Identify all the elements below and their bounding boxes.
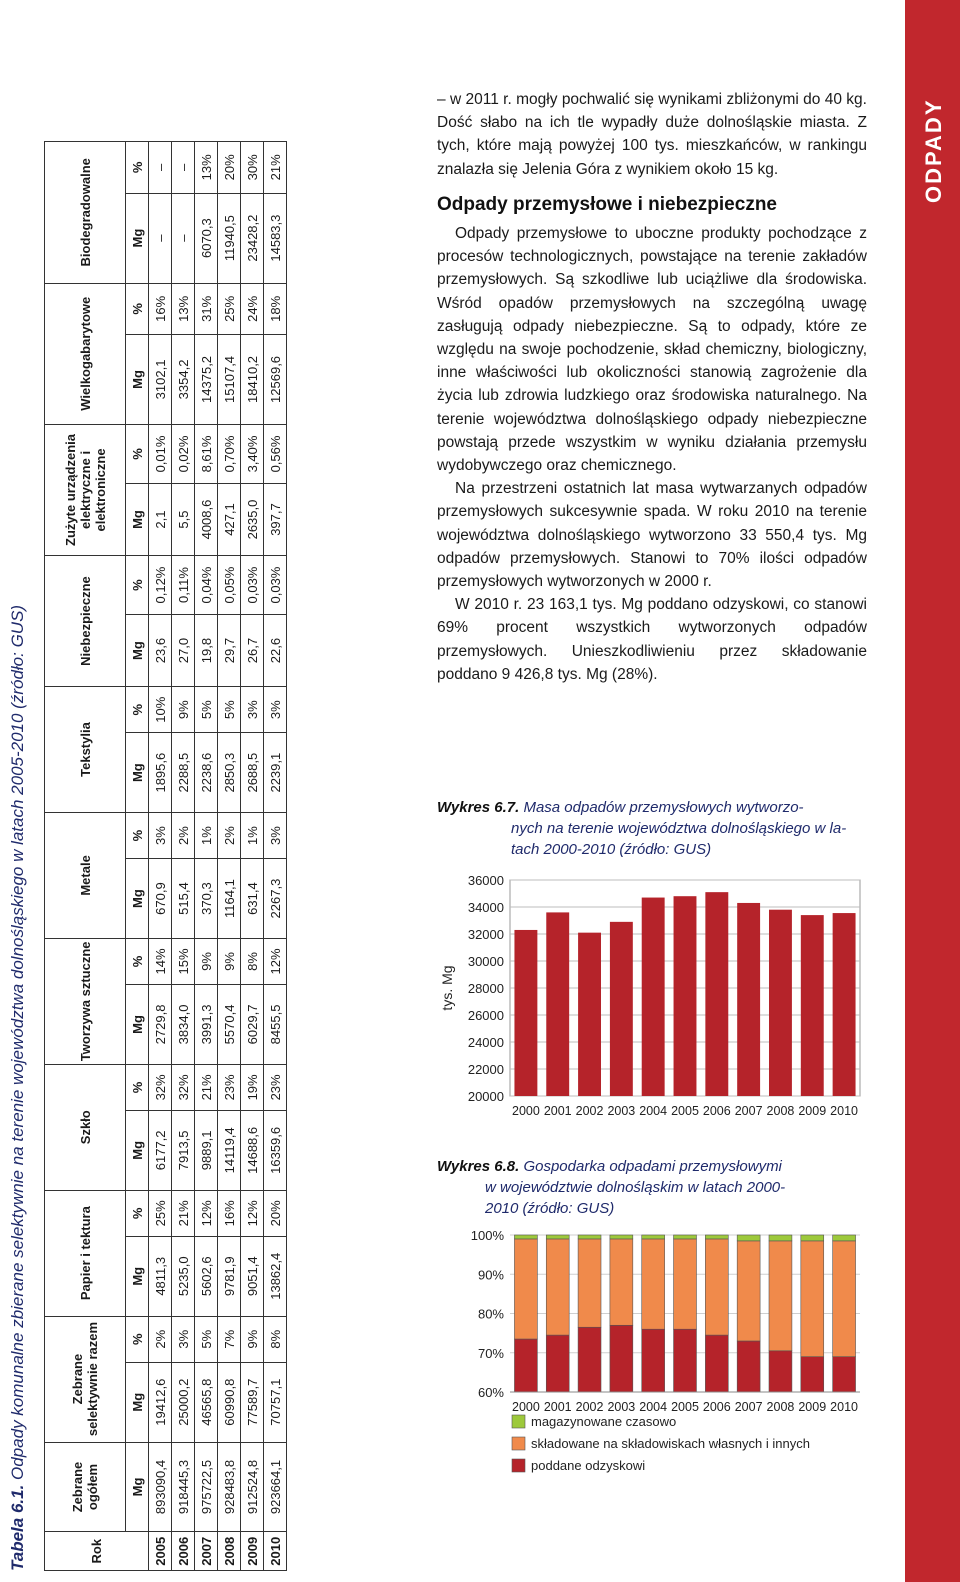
bar-2000-składowane [514,1239,537,1339]
figure-8-caption [437,1156,857,1219]
table-cell: 2,1 [149,484,172,556]
table-cell: 32% [172,1064,195,1110]
x-tick-label: 2000 [512,1104,540,1118]
table-cell: – [149,193,172,283]
paragraph-3: Na przestrzeni ostatnich lat masa wytwarzanych odpadów przemysłowych sukcesywnie spada. W roku 2010 na terenie województwa dolnośląskiego wytworzono 33 550,4 tys. Mg odpadów przemysłowych. Stanowi to 70% ilości odpadów przemysłowych wytworzonych w 2000 r. [437,480,867,591]
table-cell: – [172,142,195,194]
row-year: 2006 [172,1532,195,1571]
table-cell: 0,56% [264,424,287,483]
side-label-text: ODPADY [921,98,946,203]
table-cell: 26,7 [241,615,264,687]
bar-2000-magazynowane [514,1235,537,1239]
header-zebrane-selektywnie: Zebrane selektywnie razem [45,1316,126,1442]
table-cell: 9% [195,938,218,984]
figure-7-label: Wykres 6.7. [437,799,520,816]
table-cell: 16359,6 [264,1111,287,1191]
table-cell: 2688,5 [241,733,264,813]
table-cell: 18410,2 [241,334,264,424]
table-row [218,142,241,1571]
bar-2010-poddane [833,1357,856,1392]
subheader-pct: % [126,1316,149,1362]
x-tick-label: 2001 [543,1104,572,1118]
table-cell: 25000,2 [172,1362,195,1442]
table-cell: 2% [149,1316,172,1362]
table-cell: 13% [195,142,218,194]
subheader-pct: % [126,812,149,858]
subheader-pct: % [126,142,149,194]
table-cell: 2850,3 [218,733,241,813]
table-cell: 5% [218,687,241,733]
table-cell: 2238,6 [195,733,218,813]
table-cell: 8455,5 [264,985,287,1065]
table-cell: 30% [241,142,264,194]
table-cell: 515,4 [172,859,195,939]
x-tick-label: 2009 [798,1400,827,1414]
table-cell: 23,6 [149,615,172,687]
side-band [905,0,960,1582]
table-cell: 3991,3 [195,985,218,1065]
header-rok: Rok [45,1532,149,1571]
x-tick-label: 2009 [798,1104,827,1118]
bar-2009-poddane [801,1357,824,1392]
table-cell: 12569,6 [264,334,287,424]
bar-2000-poddane [514,1339,537,1392]
table-cell: 15107,4 [218,334,241,424]
table-cell: 0,11% [172,556,195,615]
chart-waste-management [430,1225,870,1580]
table-cell: 0,05% [218,556,241,615]
table-cell: 5235,0 [172,1236,195,1316]
bar-2003-składowane [610,1239,633,1325]
legend-swatch [512,1459,525,1472]
figure-8-line-1: Gospodarka odpadami przemysłowymi [519,1158,782,1175]
side-label [917,95,947,205]
table-cell: 15% [172,938,195,984]
bar-2009 [801,915,824,1096]
table-row [195,142,218,1571]
table-cell: 370,3 [195,859,218,939]
y-tick-label: 80% [477,1306,504,1322]
bar-2001-poddane [546,1335,569,1392]
table-cell: 1% [195,812,218,858]
subheader-mg: Mg [126,1442,149,1532]
table-cell: 0,01% [149,424,172,483]
row-year: 2008 [218,1532,241,1571]
bar-2008-magazynowane [769,1235,792,1241]
bar-2001-magazynowane [546,1235,569,1239]
subheader-mg: Mg [126,1111,149,1191]
waste-table [44,141,287,1571]
table-cell: 9% [241,1316,264,1362]
bar-2001-składowane [546,1239,569,1335]
article-text [437,88,867,686]
table-cell: 12% [195,1190,218,1236]
header-szklo: Szkło [45,1064,126,1190]
subheader-pct: % [126,424,149,483]
table-cell: 893090,4 [149,1442,172,1532]
table-cell: 9% [172,687,195,733]
x-tick-label: 2006 [702,1104,731,1118]
table-cell: 12% [241,1190,264,1236]
table-cell: 23% [264,1064,287,1110]
bar-2003-poddane [610,1325,633,1392]
table-cell: 12% [264,938,287,984]
figure-8-line-2: w województwie dolnośląskim w latach 2000- [485,1179,786,1196]
y-tick-label: 26000 [467,1008,504,1023]
header-zebrane-ogolem: Zebrane ogółem [45,1442,126,1532]
table-cell: 27,0 [172,615,195,687]
table-cell: 3834,0 [172,985,195,1065]
table-cell: 19,8 [195,615,218,687]
bar-2008-składowane [769,1241,792,1351]
bar-2010-magazynowane [833,1235,856,1241]
table-cell: 923664,1 [264,1442,287,1532]
table-cell: 21% [172,1190,195,1236]
bar-2008-poddane [769,1351,792,1392]
table-cell: 5,5 [172,484,195,556]
table-cell: 46565,8 [195,1362,218,1442]
y-axis-label: tys. Mg [439,965,455,1011]
bar-2004-składowane [642,1239,665,1329]
bar-2006-składowane [705,1239,728,1335]
table-cell: 19% [241,1064,264,1110]
header-papier: Papier i tektura [45,1190,126,1316]
header-metale: Metale [45,812,126,938]
header-wielkogabarytowe: Wielkogabarytowe [45,283,126,424]
x-tick-label: 2003 [607,1400,636,1414]
subheader-mg: Mg [126,615,149,687]
subheader-mg: Mg [126,334,149,424]
table-cell: 22,6 [264,615,287,687]
table-cell: 2288,5 [172,733,195,813]
x-tick-label: 2004 [639,1104,668,1118]
y-tick-label: 28000 [467,981,504,996]
table-cell: 13862,4 [264,1236,287,1316]
table-cell: – [149,142,172,194]
bar-2007-składowane [737,1241,760,1341]
row-year: 2009 [241,1532,264,1571]
table-cell: 397,7 [264,484,287,556]
table-cell: 0,12% [149,556,172,615]
table-cell: 928483,8 [218,1442,241,1532]
table-caption-text: Odpady komunalne zbierane selektywnie na terenie województwa dolnośląskiego w latach 2005-2010 (źródło: GUS) [8,604,27,1485]
y-tick-label: 30000 [467,954,504,969]
subheader-mg: Mg [126,859,149,939]
table-rotated-block [0,4,290,1579]
figure-8-line-3: 2010 (źródło: GUS) [485,1200,615,1217]
bar-2006 [705,892,728,1096]
table-row [149,142,172,1571]
table-cell: 7% [218,1316,241,1362]
y-tick-label: 22000 [467,1062,504,1077]
table-cell: 427,1 [218,484,241,556]
bar-2007-poddane [737,1341,760,1392]
bar-2003-magazynowane [610,1235,633,1239]
table-cell: 25% [218,283,241,334]
subheader-mg: Mg [126,1362,149,1442]
table-cell: 16% [149,283,172,334]
subheader-pct: % [126,283,149,334]
x-tick-label: 2008 [766,1400,795,1414]
x-tick-label: 2010 [830,1400,858,1414]
table-cell: 9% [218,938,241,984]
table-cell: 3% [264,812,287,858]
y-tick-label: 32000 [467,927,504,942]
bar-2002-składowane [578,1239,601,1327]
table-cell: 14688,6 [241,1111,264,1191]
legend-swatch [512,1437,525,1450]
y-tick-label: 60% [477,1385,504,1400]
bar-2006-magazynowane [705,1235,728,1239]
table-cell: 29,7 [218,615,241,687]
table-cell: 2% [172,812,195,858]
subheader-pct: % [126,1064,149,1110]
table-cell: 0,03% [241,556,264,615]
bar-2007-magazynowane [737,1235,760,1241]
table-cell: 13% [172,283,195,334]
bar-2010-składowane [833,1241,856,1357]
figure-7-line-1: Masa odpadów przemysłowych wytworzo- [519,799,804,816]
table-cell: 4811,3 [149,1236,172,1316]
bar-2002-poddane [578,1327,601,1392]
x-tick-label: 2001 [543,1400,572,1414]
header-biodegradowalne: Biodegradowalne [45,142,126,284]
table-cell: 16% [218,1190,241,1236]
table-cell: 20% [218,142,241,194]
table-cell: 25% [149,1190,172,1236]
table-cell: 2635,0 [241,484,264,556]
bar-2003 [610,922,633,1096]
table-cell: 7913,5 [172,1111,195,1191]
paragraph-4: W 2010 r. 23 163,1 tys. Mg poddano odzyskowi, co stanowi 69% procent wszystkich wytworzonych odpadów przemysłowych. Unieszkodliwieniu przez składowanie poddano 9 426,8 tys. Mg (28%). [437,596,867,683]
table-cell: 5% [195,1316,218,1362]
table-cell: 1895,6 [149,733,172,813]
subheader-mg: Mg [126,985,149,1065]
bar-2004-magazynowane [642,1235,665,1239]
table-cell: 4008,6 [195,484,218,556]
table-cell: 3% [149,812,172,858]
header-niebezpieczne: Niebezpieczne [45,556,126,687]
subheader-pct: % [126,938,149,984]
y-tick-label: 70% [477,1345,504,1361]
x-tick-label: 2010 [830,1104,858,1118]
bar-2007 [737,903,760,1096]
table-cell: 1% [241,812,264,858]
header-zuzyte-urzadzenia: Zużyte urządzenia elektryczne i elektroniczne [45,424,126,555]
figure-7-line-2: nych na terenie województwa dolnośląskiego w la- [511,820,847,837]
bar-2009-składowane [801,1241,824,1357]
bar-2005-magazynowane [674,1235,697,1239]
y-tick-label: 100% [470,1228,504,1243]
legend-label: magazynowane czasowo [531,1414,677,1429]
section-heading: Odpady przemysłowe i niebezpieczne [437,193,777,215]
subheader-pct: % [126,1190,149,1236]
x-tick-label: 2000 [512,1400,540,1414]
x-tick-label: 2003 [607,1104,636,1118]
subheader-row [126,142,149,1571]
table-cell: 14375,2 [195,334,218,424]
table-cell: 8% [264,1316,287,1362]
subheader-mg: Mg [126,733,149,813]
table-cell: 2% [218,812,241,858]
table-cell: 9051,4 [241,1236,264,1316]
table-cell: 3354,2 [172,334,195,424]
table-row [264,142,287,1571]
table-cell: 14119,4 [218,1111,241,1191]
table-cell: 14583,3 [264,193,287,283]
bar-2004-poddane [642,1329,665,1392]
table-body [149,142,287,1571]
table-cell: 1164,1 [218,859,241,939]
table-cell: 3% [172,1316,195,1362]
bar-2005-składowane [674,1239,697,1329]
table-cell: 2239,1 [264,733,287,813]
x-tick-label: 2005 [671,1400,699,1414]
bar-2000 [514,930,537,1096]
table-cell: 3% [264,687,287,733]
table-cell: 18% [264,283,287,334]
table-cell: 9781,9 [218,1236,241,1316]
bar-2008 [769,910,792,1096]
legend-swatch [512,1415,525,1428]
table-cell: 0,04% [195,556,218,615]
y-tick-label: 36000 [467,873,504,888]
table-cell: 5% [195,687,218,733]
legend-label: składowane na składowiskach własnych i innych [531,1436,810,1451]
paragraph-2: Odpady przemysłowe to uboczne produkty pochodzące z procesów technologicznych, powstające na terenie zakładów przemysłowych. Są szkodliwe lub uciążliwe dla środowiska. Wśród opadów przemysłowych na szczególną uwagę zasługują odpady niebezpieczne. Są to odpady, które ze względu na swoje pochodzenie, skład chemiczny, biologiczny, inne właściwości lub okoliczności stanowią zagrożenie dla życia lub zdrowia ludzkiego oraz środowiska naturalnego. Na terenie województwa dolnośląskiego odpady niebezpieczne powstają przede wszystkim w wyniku działania przemysłu wydobywczego oraz chemicznego. [437,225,867,475]
bar-2001 [546,912,569,1096]
x-tick-label: 2002 [575,1400,604,1414]
table-cell: – [172,193,195,283]
table-cell: 9889,1 [195,1111,218,1191]
table-cell: 2267,3 [264,859,287,939]
x-tick-label: 2005 [671,1104,699,1118]
bar-2002-magazynowane [578,1235,601,1239]
figure-7-caption [437,797,857,860]
table-cell: 918445,3 [172,1442,195,1532]
table-row [241,142,264,1571]
table-cell: 3,40% [241,424,264,483]
subheader-mg: Mg [126,193,149,283]
bar-2009-magazynowane [801,1235,824,1241]
bar-2004 [642,898,665,1096]
table-cell: 5570,4 [218,985,241,1065]
table-cell: 2729,8 [149,985,172,1065]
row-year: 2010 [264,1532,287,1571]
table-cell: 0,03% [264,556,287,615]
x-tick-label: 2004 [639,1400,668,1414]
table-cell: 20% [264,1190,287,1236]
subheader-mg: Mg [126,1236,149,1316]
table-cell: 23% [218,1064,241,1110]
table-cell: 8% [241,938,264,984]
y-tick-label: 20000 [467,1089,504,1104]
table-cell: 19412,6 [149,1362,172,1442]
table-cell: 975722,5 [195,1442,218,1532]
table-cell: 6070,3 [195,193,218,283]
table-row [172,142,195,1571]
bar-2005 [674,896,697,1096]
x-tick-label: 2008 [766,1104,795,1118]
x-tick-label: 2002 [575,1104,604,1118]
header-tekstylia: Tekstylia [45,687,126,813]
y-tick-label: 24000 [467,1035,504,1050]
table-cell: 70757,1 [264,1362,287,1442]
table-cell: 21% [264,142,287,194]
table-cell: 6177,2 [149,1111,172,1191]
table-cell: 77589,7 [241,1362,264,1442]
table-cell: 0,02% [172,424,195,483]
legend-label: poddane odzyskowi [531,1458,646,1473]
bar-2006-poddane [705,1335,728,1392]
bar-2005-poddane [674,1329,697,1392]
figure-8-label: Wykres 6.8. [437,1158,520,1175]
table-cell: 912524,8 [241,1442,264,1532]
table-cell: 21% [195,1064,218,1110]
x-tick-label: 2007 [734,1400,763,1414]
table-cell: 3102,1 [149,334,172,424]
header-tworzywa: Tworzywa sztuczne [45,938,126,1064]
table-cell: 6029,7 [241,985,264,1065]
table-cell: 31% [195,283,218,334]
table-cell: 0,70% [218,424,241,483]
table-cell: 32% [149,1064,172,1110]
table-cell: 60990,8 [218,1362,241,1442]
table-cell: 631,4 [241,859,264,939]
table-cell: 14% [149,938,172,984]
table-cell: 5602,6 [195,1236,218,1316]
subheader-pct: % [126,687,149,733]
bar-2002 [578,933,601,1096]
x-tick-label: 2006 [702,1400,731,1414]
row-year: 2007 [195,1532,218,1571]
table-caption [8,605,28,1571]
chart-industrial-waste-mass [430,870,870,1130]
table-cell: 23428,2 [241,193,264,283]
table-cell: 10% [149,687,172,733]
paragraph-1: – w 2011 r. mogły pochwalić się wynikami zbliżonymi do 40 kg. Dość słabo na ich tle wypadły duże dolnośląskie miasta. Z tych, które mają powyżej 100 tys. mieszkańców, w rankingu znalazła się Jelenia Góra z wynikiem około 15 kg. [437,91,867,178]
table-caption-number: Tabela 6.1. [8,1484,27,1571]
subheader-pct: % [126,556,149,615]
figure-7-line-3: tach 2000-2010 (źródło: GUS) [511,841,712,858]
row-year: 2005 [149,1532,172,1571]
y-tick-label: 34000 [467,900,504,915]
bar-2010 [833,913,856,1096]
table-cell: 670,9 [149,859,172,939]
table-cell: 8,61% [195,424,218,483]
table-cell: 11940,5 [218,193,241,283]
x-tick-label: 2007 [734,1104,763,1118]
y-tick-label: 90% [477,1267,504,1283]
table-cell: 3% [241,687,264,733]
subheader-mg: Mg [126,484,149,556]
table-cell: 24% [241,283,264,334]
